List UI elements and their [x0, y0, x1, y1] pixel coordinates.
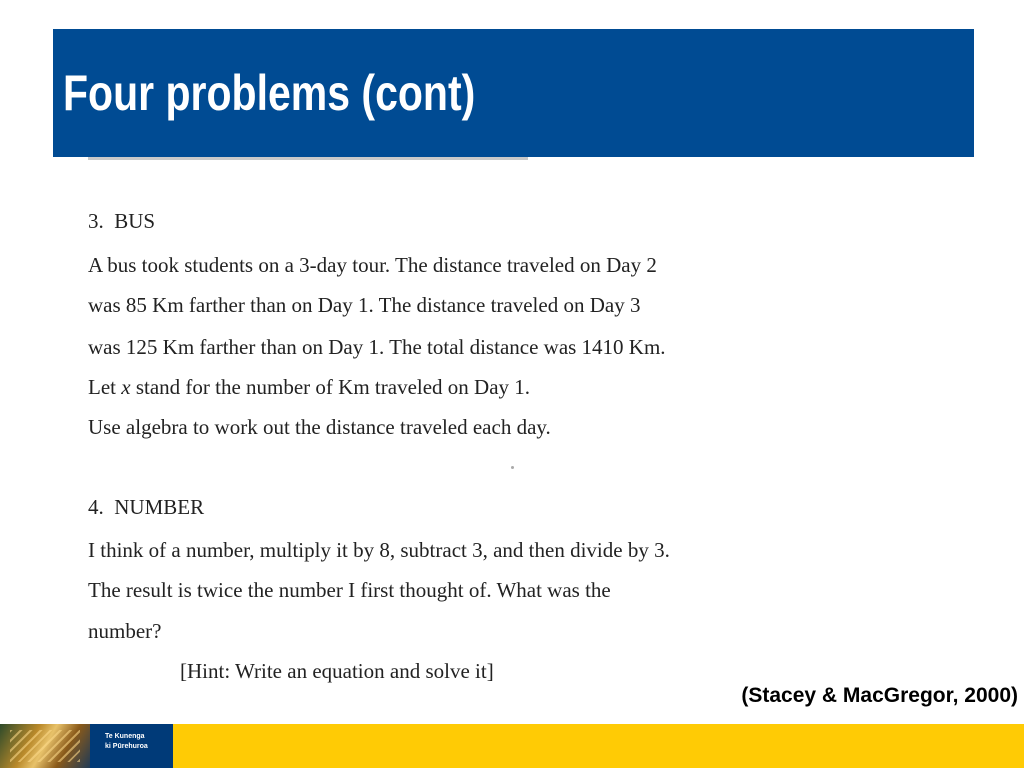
problem-4-hint: [Hint: Write an equation and solve it] [180, 659, 494, 683]
problem-3-number: 3. [88, 209, 104, 233]
university-logo [0, 724, 173, 768]
problem-3-line-3: was 125 Km farther than on Day 1. The total distance was 1410 Km. [88, 335, 666, 359]
problem-4-heading [88, 494, 204, 520]
slide-title: Four problems (cont) [63, 65, 476, 121]
problem-4-title: NUMBER [114, 495, 205, 519]
logo-artwork [0, 724, 90, 768]
logo-text: Te Kunenga ki Pūrehuroa [105, 733, 148, 750]
citation: (Stacey & MacGregor, 2000) [741, 684, 1018, 707]
problem-3-instruction: Use algebra to work out the distance traveled each day. [88, 415, 551, 439]
problem-4-number: 4. [88, 495, 104, 519]
problem-3-line-1: A bus took students on a 3-day tour. The distance traveled on Day 2 [88, 253, 657, 277]
problem-4-line-1: I think of a number, multiply it by 8, subtract 3, and then divide by 3. [88, 538, 670, 562]
variable-x: x [121, 375, 131, 399]
problem-3-line-2: was 85 Km farther than on Day 1. The distance traveled on Day 3 [88, 293, 641, 317]
problem-4-line-3: number? [88, 619, 162, 643]
problem-3-heading [88, 208, 155, 234]
problem-3-title: BUS [114, 209, 156, 233]
problem-3-let-line: Let x stand for the number of Km traveled on Day 1. [88, 375, 531, 399]
scan-speck [511, 466, 514, 469]
problem-4-line-2: The result is twice the number I first thought of. What was the [88, 578, 611, 602]
scan-artifact [88, 156, 528, 162]
